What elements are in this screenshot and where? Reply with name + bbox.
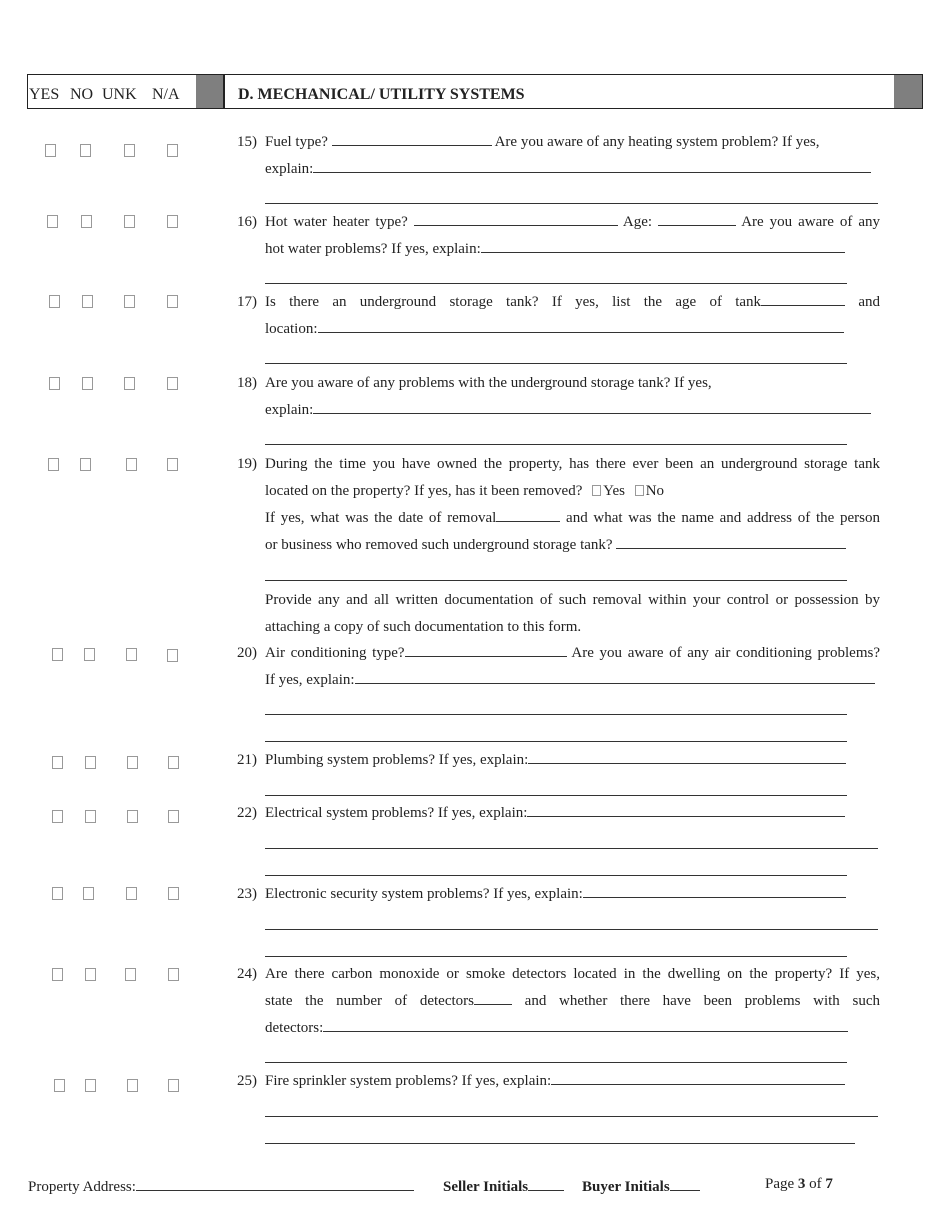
- answer-line[interactable]: [265, 203, 878, 204]
- question-19: [237, 451, 880, 559]
- section-header: [27, 74, 923, 109]
- q20-unk-checkbox[interactable]: [126, 648, 137, 661]
- q23-no-checkbox[interactable]: [83, 887, 94, 900]
- q18-no-checkbox[interactable]: [82, 377, 93, 390]
- page-current: 3: [797, 1176, 806, 1192]
- q22-yes-checkbox[interactable]: [52, 810, 63, 823]
- removed-no-checkbox[interactable]: [635, 485, 644, 496]
- col-no-label: NO: [70, 86, 94, 103]
- question-22: [237, 800, 880, 827]
- question-text: hot water problems? If yes, explain:: [265, 241, 481, 257]
- question-text: state the number of detectors: [265, 993, 474, 1009]
- buyer-initials: [582, 1176, 700, 1196]
- q24-yes-checkbox[interactable]: [52, 968, 63, 981]
- explain-field[interactable]: [528, 749, 846, 764]
- question-18: [237, 370, 880, 424]
- header-shade-right: [894, 75, 922, 108]
- q25-na-checkbox[interactable]: [168, 1079, 179, 1092]
- explain-field[interactable]: [551, 1070, 845, 1085]
- question-text: Are there carbon monoxide or smoke detectors located in the dwelling on the property? If yes,: [265, 966, 880, 982]
- seller-initials: [443, 1176, 564, 1196]
- question-number: 16): [237, 214, 257, 230]
- question-text: Air conditioning type?: [265, 645, 405, 661]
- question-number: 19): [237, 456, 257, 472]
- q18-unk-checkbox[interactable]: [124, 377, 135, 390]
- answer-line[interactable]: [265, 1116, 878, 1117]
- question-text: Age:: [622, 214, 653, 230]
- q15-na-checkbox[interactable]: [167, 144, 178, 157]
- question-text: Fire sprinkler system problems? If yes, explain:: [265, 1073, 552, 1089]
- q16-no-checkbox[interactable]: [81, 215, 92, 228]
- remover-field[interactable]: [616, 534, 846, 549]
- question-text: Are you aware of any: [741, 214, 880, 230]
- question-number: 15): [237, 134, 257, 150]
- q16-yes-checkbox[interactable]: [47, 215, 58, 228]
- question-21: [237, 747, 880, 774]
- q18-na-checkbox[interactable]: [167, 377, 178, 390]
- question-number: 18): [237, 375, 257, 391]
- question-text: During the time you have owned the property, has there ever been an underground storage tank: [265, 456, 880, 472]
- answer-line[interactable]: [265, 283, 847, 284]
- property-address-field[interactable]: [136, 1176, 414, 1191]
- no-label: No: [645, 483, 665, 499]
- q25-unk-checkbox[interactable]: [127, 1079, 138, 1092]
- q16-unk-checkbox[interactable]: [124, 215, 135, 228]
- q24-na-checkbox[interactable]: [168, 968, 179, 981]
- q16-na-checkbox[interactable]: [167, 215, 178, 228]
- question-24: [237, 961, 880, 1042]
- explain-field[interactable]: [481, 238, 845, 253]
- q24-unk-checkbox[interactable]: [125, 968, 136, 981]
- header-shade-left: [196, 75, 223, 108]
- q23-unk-checkbox[interactable]: [126, 887, 137, 900]
- question-number: 24): [237, 966, 257, 982]
- question-text: Electronic security system problems? If yes, explain:: [265, 886, 583, 902]
- property-address-label: Property Address:: [28, 1179, 136, 1195]
- removal-date-field[interactable]: [496, 507, 560, 522]
- section-title: D. MECHANICAL/ UTILITY SYSTEMS: [238, 86, 525, 103]
- answer-line[interactable]: [265, 1062, 847, 1063]
- q22-na-checkbox[interactable]: [168, 810, 179, 823]
- q22-no-checkbox[interactable]: [85, 810, 96, 823]
- question-text: explain:: [265, 161, 314, 177]
- question-17: [237, 289, 880, 343]
- question-text: Are you aware of any heating system problem? If yes,: [494, 134, 820, 150]
- question-text: Plumbing system problems? If yes, explain:: [265, 752, 529, 768]
- answer-line[interactable]: [265, 363, 847, 364]
- yes-label: Yes: [603, 483, 625, 499]
- answer-line[interactable]: [265, 714, 847, 715]
- question-text: explain:: [265, 402, 314, 418]
- question-number: 23): [237, 886, 257, 902]
- q15-unk-checkbox[interactable]: [124, 144, 135, 157]
- question-text: Hot water heater type?: [265, 214, 408, 230]
- question-text: If yes, explain:: [265, 672, 355, 688]
- question-text: Is there an underground storage tank? If yes, list the age of tank: [265, 294, 762, 310]
- question-number: 17): [237, 294, 257, 310]
- page-of: of: [809, 1176, 822, 1192]
- q15-yes-checkbox[interactable]: [45, 144, 56, 157]
- q17-unk-checkbox[interactable]: [124, 295, 135, 308]
- question-text: Fuel type?: [265, 134, 328, 150]
- q19-unk-checkbox[interactable]: [126, 458, 137, 471]
- seller-initials-field[interactable]: [528, 1176, 564, 1191]
- question-number: 20): [237, 645, 257, 661]
- q22-unk-checkbox[interactable]: [127, 810, 138, 823]
- heater-age-field[interactable]: [658, 211, 736, 226]
- heater-type-field[interactable]: [414, 211, 618, 226]
- page-number: [765, 1176, 833, 1193]
- property-address: [28, 1176, 414, 1196]
- answer-line[interactable]: [265, 929, 878, 930]
- question-text: and: [858, 294, 880, 310]
- q19-yes-checkbox[interactable]: [48, 458, 59, 471]
- answer-line[interactable]: [265, 444, 847, 445]
- header-divider: [223, 75, 225, 108]
- col-na-label: N/A: [152, 86, 180, 103]
- question-number: 21): [237, 752, 257, 768]
- question-text: located on the property? If yes, has it been removed?: [265, 483, 583, 499]
- explain-field[interactable]: [527, 802, 845, 817]
- answer-line[interactable]: [265, 795, 847, 796]
- explain-field[interactable]: [323, 1017, 848, 1032]
- q21-na-checkbox[interactable]: [168, 756, 179, 769]
- question-text: or business who removed such underground storage tank?: [265, 537, 613, 553]
- detector-count-field[interactable]: [474, 990, 512, 1005]
- q21-yes-checkbox[interactable]: [52, 756, 63, 769]
- answer-line[interactable]: [265, 580, 847, 581]
- q17-yes-checkbox[interactable]: [49, 295, 60, 308]
- question-23: [237, 881, 880, 908]
- col-unk-label: UNK: [102, 86, 137, 103]
- question-text: and what was the name and address of the person: [566, 510, 881, 526]
- buyer-initials-label: Buyer Initials: [582, 1179, 670, 1195]
- explain-field[interactable]: [583, 883, 846, 898]
- q25-no-checkbox[interactable]: [85, 1079, 96, 1092]
- answer-line[interactable]: [265, 848, 878, 849]
- question-number: 25): [237, 1073, 257, 1089]
- answer-line[interactable]: [265, 741, 847, 742]
- q20-yes-checkbox[interactable]: [52, 648, 63, 661]
- question-number: 22): [237, 805, 257, 821]
- question-25: [237, 1068, 880, 1095]
- page-total: 7: [825, 1176, 833, 1192]
- question-16: [237, 209, 880, 263]
- q21-unk-checkbox[interactable]: [127, 756, 138, 769]
- q23-yes-checkbox[interactable]: [52, 887, 63, 900]
- fuel-type-field[interactable]: [332, 131, 492, 146]
- location-field[interactable]: [318, 318, 844, 333]
- question-text: detectors:: [265, 1020, 324, 1036]
- q17-na-checkbox[interactable]: [167, 295, 178, 308]
- question-text: Are you aware of any problems with the underground storage tank? If yes,: [265, 375, 712, 391]
- buyer-initials-field[interactable]: [670, 1176, 700, 1191]
- q18-yes-checkbox[interactable]: [49, 377, 60, 390]
- q20-na-checkbox[interactable]: [167, 649, 178, 662]
- page-label: Page: [765, 1176, 795, 1192]
- q23-na-checkbox[interactable]: [168, 887, 179, 900]
- q17-no-checkbox[interactable]: [82, 295, 93, 308]
- question-text: Are you aware of any air conditioning problems?: [571, 645, 880, 661]
- removed-yes-checkbox[interactable]: [592, 485, 601, 496]
- question-text: If yes, what was the date of removal: [265, 510, 497, 526]
- question-text: Electrical system problems? If yes, explain:: [265, 805, 528, 821]
- explain-field[interactable]: [355, 669, 875, 684]
- question-text: and whether there have been problems with such: [524, 993, 880, 1009]
- question-15: [237, 129, 880, 183]
- question-20: [237, 640, 880, 694]
- q15-no-checkbox[interactable]: [80, 144, 91, 157]
- explain-field[interactable]: [313, 158, 871, 173]
- ac-type-field[interactable]: [405, 642, 567, 657]
- explain-field[interactable]: [313, 399, 871, 414]
- answer-line[interactable]: [265, 956, 847, 957]
- q19-no-checkbox[interactable]: [80, 458, 91, 471]
- answer-line[interactable]: [265, 875, 847, 876]
- q21-no-checkbox[interactable]: [85, 756, 96, 769]
- col-yes-label: YES: [29, 86, 60, 103]
- q20-no-checkbox[interactable]: [84, 648, 95, 661]
- seller-initials-label: Seller Initials: [443, 1179, 529, 1195]
- question-text: location:: [265, 321, 318, 337]
- question-text: attaching a copy of such documentation to this form.: [265, 619, 582, 635]
- question-text: Provide any and all written documentation of such removal within your control or possession by: [265, 592, 880, 608]
- q25-yes-checkbox[interactable]: [54, 1079, 65, 1092]
- tank-age-field[interactable]: [761, 291, 845, 306]
- answer-line[interactable]: [265, 1143, 855, 1144]
- question-19-documentation: [237, 587, 880, 641]
- q19-na-checkbox[interactable]: [167, 458, 178, 471]
- q24-no-checkbox[interactable]: [85, 968, 96, 981]
